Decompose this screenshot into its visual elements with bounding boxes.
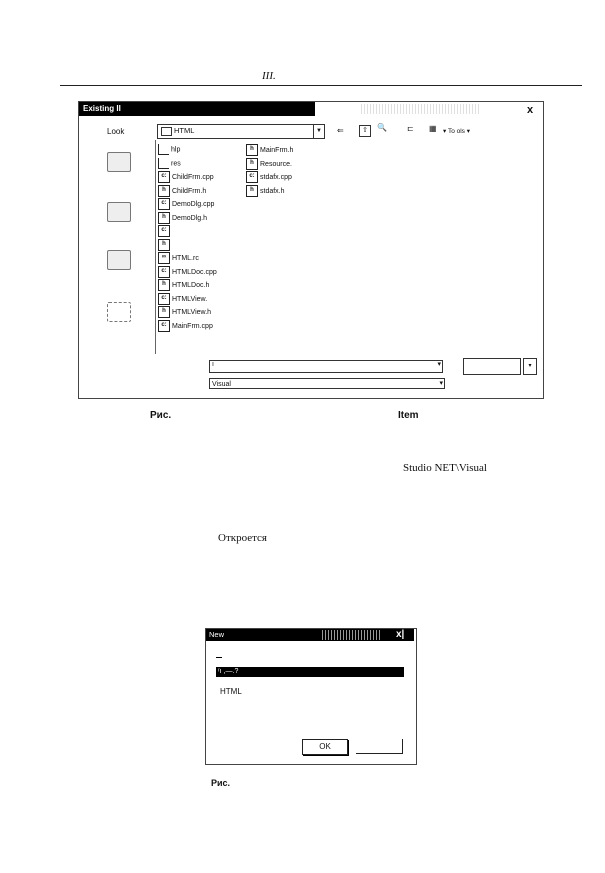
chevron-down-icon[interactable]: ▾ [439, 380, 443, 387]
body-text-line: Studio NET\Visual [403, 462, 487, 474]
new-folder-icon[interactable]: ⊏ [407, 124, 414, 133]
dialog-title: New [206, 629, 414, 641]
file-name-value: ı [212, 361, 214, 368]
file-name: stdafx.cpp [260, 173, 292, 181]
file-name: hlp [171, 146, 181, 154]
title-bar-noise [361, 104, 481, 114]
folder-icon [158, 158, 169, 169]
file-name: stdafx.h [260, 187, 285, 195]
file-icon: c: [158, 225, 170, 237]
back-icon[interactable]: ⇐ [337, 126, 344, 135]
file-item[interactable] [158, 185, 206, 197]
header-rule [60, 85, 582, 86]
search-icon[interactable]: 🔍 [377, 123, 387, 132]
divider [216, 657, 222, 658]
close-icon[interactable]: x| [396, 629, 405, 640]
favorites-icon[interactable] [107, 302, 131, 322]
list-item-selected[interactable]: ʳı ,—.? [216, 667, 404, 677]
file-name-field[interactable] [209, 360, 443, 373]
file-icon: c: [158, 266, 170, 278]
file-name: DemoDlg.cpp [172, 200, 215, 208]
dialog-title: Existing II [79, 102, 315, 116]
figure-caption: Рис. [150, 410, 172, 421]
file-icon: h [158, 185, 170, 197]
file-name: HTML.rc [172, 254, 199, 262]
folder-icon [158, 144, 169, 155]
file-icon: c: [246, 171, 258, 183]
ok-button[interactable]: OK [302, 739, 348, 755]
file-item[interactable] [246, 185, 285, 197]
file-name: Resource. [260, 160, 292, 168]
cancel-button[interactable] [356, 739, 403, 754]
file-icon: h [246, 144, 258, 156]
views-icon[interactable]: ▦ [429, 124, 437, 133]
folder-icon [161, 127, 172, 136]
file-icon: h [158, 239, 170, 251]
chevron-down-icon[interactable]: ▾ [437, 361, 441, 368]
look-in-combo[interactable] [157, 124, 325, 139]
new-dialog [205, 628, 417, 765]
file-icon: ∞ [158, 252, 170, 264]
file-item[interactable] [158, 266, 217, 278]
places-bar [87, 138, 147, 378]
file-type-value: Visual [212, 381, 231, 388]
file-item[interactable] [158, 306, 211, 318]
file-name: HTMLView.h [172, 308, 212, 316]
list-item[interactable]: HTML [220, 687, 242, 696]
file-item[interactable] [158, 252, 199, 264]
up-folder-icon[interactable]: ⇧ [359, 125, 371, 137]
chevron-down-icon[interactable]: ▼ [313, 125, 324, 138]
file-name: HTMLView. [172, 295, 208, 303]
open-button[interactable] [463, 358, 521, 375]
file-item[interactable] [158, 158, 181, 169]
title-bar-noise [322, 630, 382, 640]
figure-caption: Рис. [211, 778, 231, 788]
file-name: DemoDlg.h [172, 214, 208, 222]
file-name: HTMLDoc.cpp [172, 268, 217, 276]
file-item[interactable] [158, 293, 207, 305]
file-item[interactable] [158, 225, 172, 237]
figure-caption-item: Item [398, 410, 419, 421]
file-icon: h [158, 279, 170, 291]
file-item[interactable] [246, 144, 293, 156]
file-list [155, 140, 536, 354]
template-list [216, 667, 404, 715]
body-text-line: Откроется [218, 532, 267, 544]
file-item[interactable] [158, 171, 214, 183]
file-name: MainFrm.cpp [172, 322, 213, 330]
file-item[interactable] [158, 239, 172, 251]
file-name: ChildFrm.cpp [172, 173, 214, 181]
tools-menu[interactable]: ▾ To ols ▾ [443, 128, 470, 135]
history-icon[interactable] [107, 152, 131, 172]
close-icon[interactable]: x [527, 104, 534, 116]
look-in-label: Look [107, 127, 125, 136]
file-icon: h [158, 306, 170, 318]
file-type-field[interactable] [209, 378, 445, 389]
open-options-button[interactable]: ▾ [523, 358, 537, 375]
file-item[interactable] [158, 198, 214, 210]
look-in-value: HTML [174, 126, 195, 135]
file-name: res [171, 159, 181, 167]
file-icon: c: [158, 293, 170, 305]
file-icon: h [158, 212, 170, 224]
file-item[interactable] [158, 320, 213, 332]
file-icon: c: [158, 171, 170, 183]
file-icon: c: [158, 320, 170, 332]
my-documents-icon[interactable] [107, 202, 131, 222]
file-name: MainFrm.h [260, 146, 294, 154]
file-name: ChildFrm.h [172, 187, 207, 195]
file-icon: h [246, 158, 258, 170]
file-item[interactable] [158, 144, 180, 155]
file-icon: c: [158, 198, 170, 210]
file-name: HTMLDoc.h [172, 281, 210, 289]
file-item[interactable] [246, 171, 292, 183]
file-item[interactable] [246, 158, 292, 170]
desktop-icon[interactable] [107, 250, 131, 270]
file-item[interactable] [158, 279, 209, 291]
file-item[interactable] [158, 212, 207, 224]
existing-item-dialog [78, 101, 544, 399]
running-head: III. [262, 70, 276, 82]
file-icon: h [246, 185, 258, 197]
